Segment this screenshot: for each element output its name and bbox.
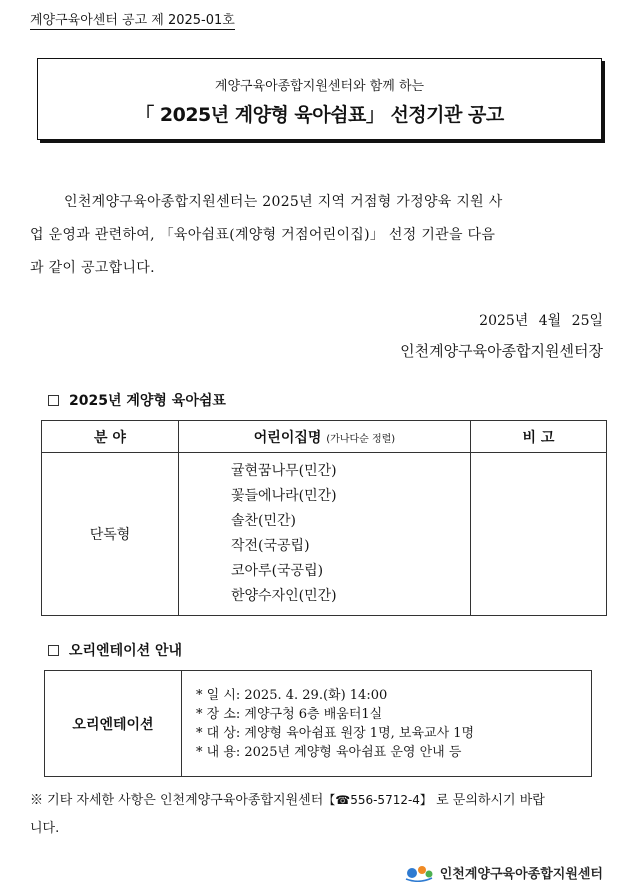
footnote-line-1 bbox=[30, 786, 605, 815]
detail-content: * 내 용: 2025년 계양형 육아쉼표 운영 안내 등 bbox=[196, 744, 462, 760]
body-line-1: 인천계양구육아종합지원센터는 2025년 지역 거점형 가정양육 지원 사 bbox=[64, 194, 503, 210]
table-header-row bbox=[42, 421, 607, 453]
logo-text: 인천계양구육아종합지원센터 bbox=[439, 866, 603, 882]
list-item: 코아루(국공립) bbox=[231, 563, 324, 579]
checkbox-icon bbox=[48, 645, 59, 656]
table-row bbox=[45, 671, 592, 777]
checkbox-icon bbox=[48, 395, 59, 406]
header-center bbox=[179, 421, 471, 453]
section-heading-selection bbox=[48, 390, 226, 410]
page-title: 「 2025년 계양형 육아쉼표」 선정기관 공고 bbox=[135, 104, 504, 126]
header-field: 분 야 bbox=[42, 421, 179, 453]
title-subtitle: 계양구육아종합지원센터와 함께 하는 bbox=[214, 79, 425, 94]
table-row bbox=[42, 453, 607, 616]
body-line-2: 업 운영과 관련하여, 「육아쉼표(계양형 거점어린이집)」 선정 기관을 다음 bbox=[30, 227, 496, 243]
announcement-body bbox=[30, 186, 605, 285]
orientation-label: 오리엔테이션 bbox=[45, 671, 182, 777]
footnote-prefix: ※ 기타 자세한 사항은 인천계양구육아종합지원센터 bbox=[30, 793, 324, 808]
list-item: 한양수자인(민간) bbox=[231, 588, 337, 604]
announcement-date: 2025년 4월 25일 bbox=[479, 313, 603, 329]
detail-target: * 대 상: 계양형 육아쉼표 원장 1명, 보육교사 1명 bbox=[196, 725, 475, 741]
header-remarks: 비 고 bbox=[471, 421, 607, 453]
logo-icon bbox=[404, 862, 434, 882]
notice-number: 계양구육아센터 공고 제 2025-01호 bbox=[30, 13, 235, 28]
body-line-3: 과 같이 공고합니다. bbox=[30, 260, 155, 276]
detail-date: * 일 시: 2025. 4. 29.(화) 14:00 bbox=[196, 687, 388, 703]
footnote-line-2: 니다. bbox=[30, 821, 60, 836]
detail-place: * 장 소: 계양구청 6층 배움터1실 bbox=[196, 706, 383, 722]
footnote-suffix: 로 문의하시기 바랍 bbox=[436, 793, 545, 808]
signer: 인천계양구육아종합지원센터장 bbox=[400, 342, 603, 360]
header-center-note: (가나다순 정렬) bbox=[326, 433, 396, 445]
section-heading-orientation bbox=[48, 640, 182, 660]
field-cell: 단독형 bbox=[42, 453, 179, 616]
center-logo bbox=[404, 862, 603, 882]
title-box bbox=[37, 58, 602, 140]
list-item: 솔찬(민간) bbox=[231, 513, 297, 529]
list-item: 꽃들에나라(민간) bbox=[231, 488, 337, 504]
list-item: 귤현꿈나무(민간) bbox=[231, 463, 337, 479]
phone-number: 【☎556-5712-4】 bbox=[323, 793, 432, 807]
header-center-label: 어린이집명 bbox=[253, 429, 322, 446]
orientation-table bbox=[44, 670, 592, 777]
center-list-cell bbox=[179, 453, 471, 616]
selection-table bbox=[41, 420, 607, 616]
section2-title: 오리엔테이션 안내 bbox=[69, 643, 183, 659]
orientation-details bbox=[182, 671, 592, 777]
list-item: 작전(국공립) bbox=[231, 538, 310, 554]
footnote bbox=[30, 786, 605, 843]
remarks-cell bbox=[471, 453, 607, 616]
section1-title: 2025년 계양형 육아쉼표 bbox=[69, 393, 226, 409]
